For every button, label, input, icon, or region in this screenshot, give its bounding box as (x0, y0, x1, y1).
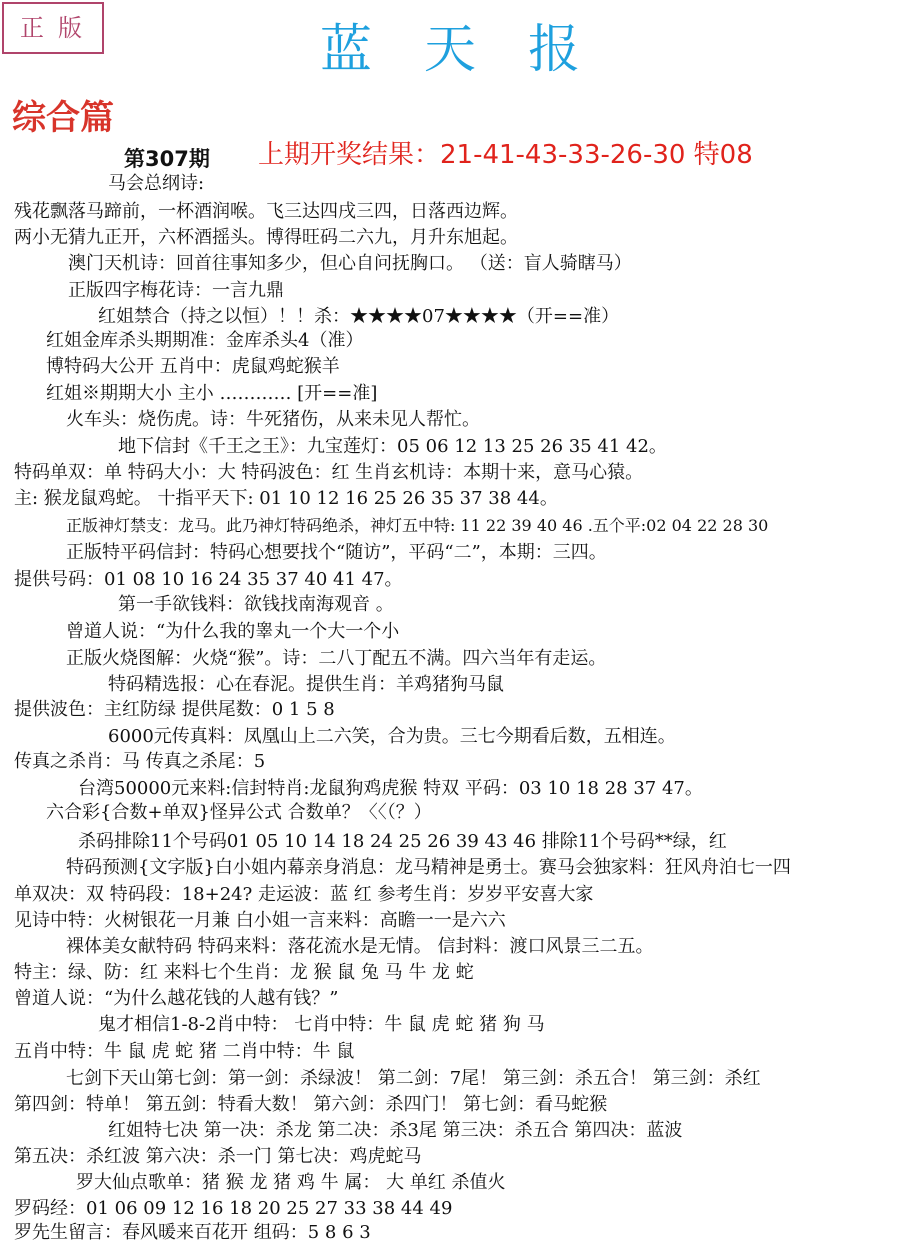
text-line: 七剑下天山第七剑：第一剑：杀绿波！ 第二剑：7尾！ 第三剑：杀五合！ 第三剑：杀红 (66, 1068, 761, 1089)
text-line: 正版特平码信封：特码心想要找个“随访”，平码“二”，本期：三四。 (66, 542, 607, 563)
last-draw-result: 上期开奖结果：21-41-43-33-26-30 特08 (258, 140, 753, 170)
text-line: 提供号码：01 08 10 16 24 35 37 40 41 47。 (14, 569, 403, 590)
text-line: 澳门天机诗：回首往事知多少，但心自问抚胸口。 （送：盲人骑瞎马） (68, 253, 632, 274)
text-line: 6000元传真料：凤凰山上二六笑，合为贵。三七今期看后数，五相连。 (108, 726, 676, 747)
section-title: 综合篇 (12, 98, 114, 138)
text-line: 罗码经：01 06 09 12 16 18 20 25 27 33 38 44 49 (14, 1198, 453, 1219)
text-line: 第一手欲钱料：欲钱找南海观音 。 (118, 594, 394, 615)
text-line: 地下信封《千王之王》：九宝莲灯：05 06 12 13 25 26 35 41 42。 (118, 436, 667, 457)
text-line: 罗先生留言：春风暖来百花开 组码：5 8 6 3 (14, 1222, 371, 1243)
text-line: 见诗中特：火树银花一月兼 白小姐一言来料：高瞻一一是六六 (14, 910, 506, 931)
text-line: 曾道人说：“为什么越花钱的人越有钱？” (14, 988, 339, 1009)
text-line: 单双决：双 特码段：18+24? 走运波：蓝 红 参考生肖：岁岁平安喜大家 (14, 884, 594, 905)
text-line: 残花飘落马蹄前，一杯酒润喉。飞三达四戌三四，日落西边辉。 (14, 201, 518, 222)
text-line: 博特码大公开 五肖中：虎鼠鸡蛇猴羊 (46, 356, 340, 377)
text-line: 两小无猜九正开，六杯酒摇头。博得旺码二六九，月升东旭起。 (14, 227, 518, 248)
text-line: 第五决：杀红波 第六决：杀一门 第七决：鸡虎蛇马 (14, 1146, 422, 1167)
text-line: 火车头：烧伤虎。诗：牛死猪伤，从来未见人帮忙。 (66, 409, 480, 430)
text-line: 正版火烧图解：火烧“猴”。诗：二八丁配五不满。四六当年有走运。 (66, 648, 607, 669)
text-line: 红姐金库杀头期期准：金库杀头4（准） (46, 330, 364, 351)
text-line: 红姐禁合（持之以恒）！！杀：★★★★07★★★★（开==准） (98, 306, 620, 327)
issue-number: 第307期 (124, 147, 210, 171)
text-line: 第四剑：特单！ 第五剑：特看大数！ 第六剑：杀四门！ 第七剑：看马蛇猴 (14, 1094, 608, 1115)
text-line: 六合彩{合数+单双}怪异公式 合数单？〈〈（？） (46, 802, 432, 823)
text-line: 台湾50000元来料:信封特肖:龙鼠狗鸡虎猴 特双 平码：03 10 18 28 37 47。 (78, 778, 703, 799)
text-line: 红姐※期期大小 主小 ………… [开==准] (46, 383, 378, 404)
text-line: 鬼才相信1-8-2肖中特： 七肖中特：牛 鼠 虎 蛇 猪 狗 马 (98, 1014, 545, 1035)
text-line: 正版四字梅花诗：一言九鼎 (68, 280, 284, 301)
text-line: 特码精选报：心在春泥。提供生肖：羊鸡猪狗马鼠 (108, 674, 504, 695)
text-line: 曾道人说：“为什么我的睾丸一个大一个小 (66, 621, 400, 642)
text-line: 提供波色：主红防绿 提供尾数：0 1 5 8 (14, 699, 335, 720)
text-line: 特码预测{文字版}白小姐内幕亲身消息：龙马精神是勇士。赛马会独家料：狂风舟泊七一四 (66, 857, 791, 878)
masthead-title: 蓝天报 (319, 20, 632, 80)
text-line: 马会总纲诗: (108, 173, 205, 194)
text-line: 传真之杀肖：马 传真之杀尾：5 (14, 751, 266, 772)
edition-badge: 正版 (2, 2, 104, 54)
text-line: 红姐特七决 第一决：杀龙 第二决：杀3尾 第三决：杀五合 第四决：蓝波 (108, 1120, 683, 1141)
text-line: 杀码排除11个号码01 05 10 14 18 24 25 26 39 43 46 排除11个号码**绿，红 (78, 831, 727, 852)
text-line: 罗大仙点歌单：猪 猴 龙 猪 鸡 牛 属： 大 单红 杀值火 (76, 1172, 506, 1193)
text-line: 正版神灯禁支：龙马。此乃神灯特码绝杀，神灯五中特: 11 22 39 40 46 .五个平:02 04 22 28 30 (66, 516, 769, 535)
text-line: 主: 猴龙鼠鸡蛇。 十指平天下: 01 10 12 16 25 26 35 37 38 44。 (14, 488, 558, 509)
text-line: 裸体美女献特码 特码来料：落花流水是无情。 信封料：渡口风景三二五。 (66, 936, 654, 957)
text-line: 五肖中特：牛 鼠 虎 蛇 猪 二肖中特：牛 鼠 (14, 1041, 355, 1062)
text-line: 特码单双：单 特码大小：大 特码波色：红 生肖玄机诗：本期十来，意马心猿。 (14, 462, 644, 483)
text-line: 特主：绿、防：红 来料七个生肖：龙 猴 鼠 兔 马 牛 龙 蛇 (14, 962, 474, 983)
